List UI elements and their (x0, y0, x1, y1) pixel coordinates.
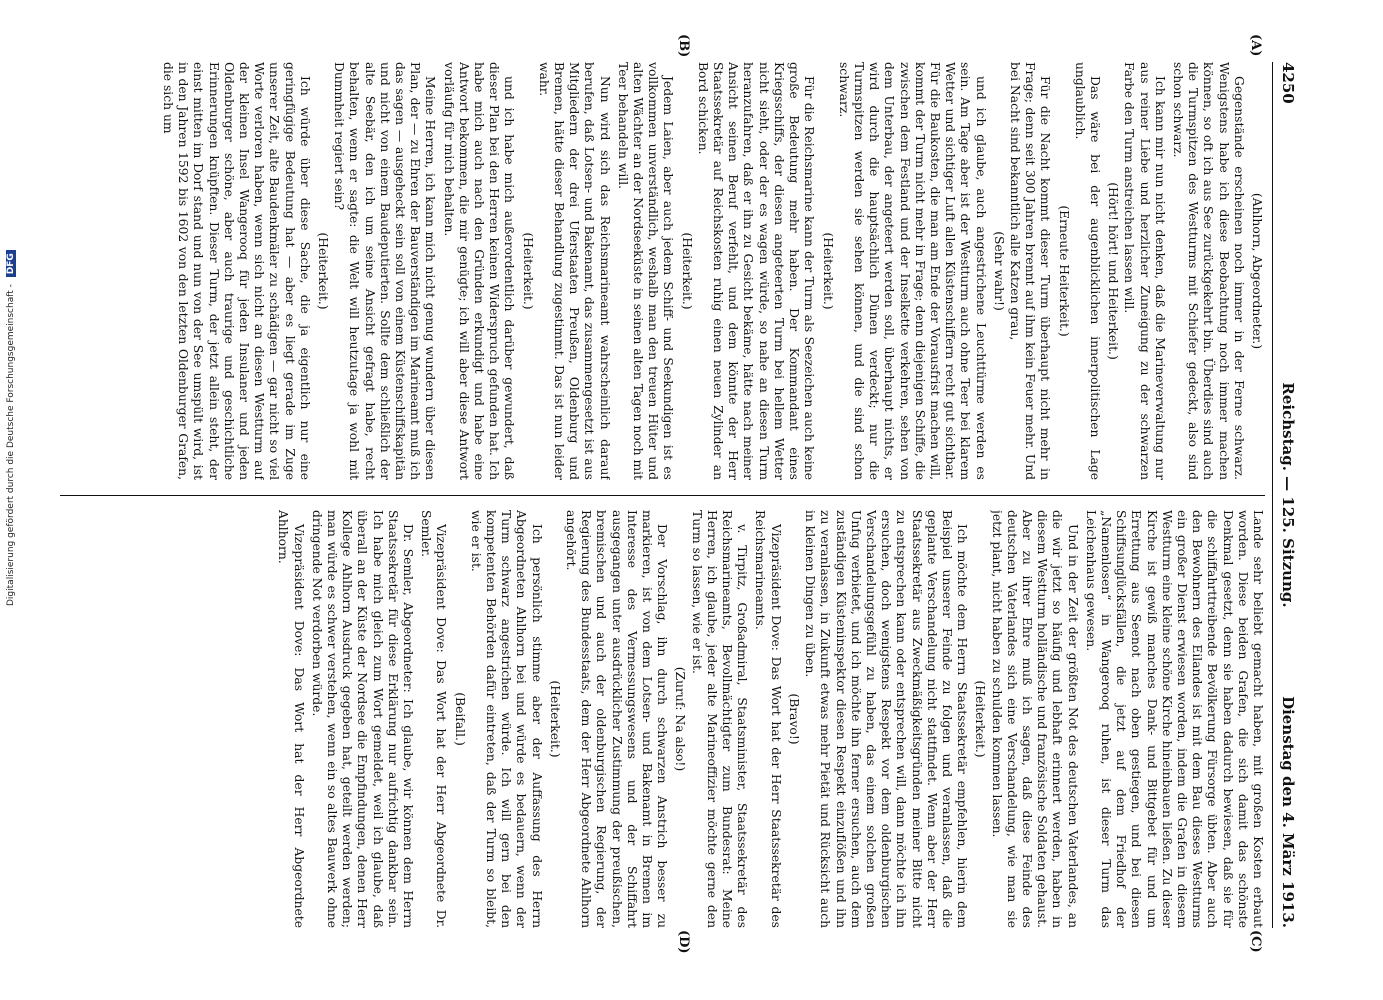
interjection: (Bravo!) (786, 693, 801, 745)
paragraph: Das wäre bei der augenblicklichen innerpolitischen Lage unglaublich. (1072, 62, 1102, 480)
paragraph: Der Vorschlag, ihn durch schwarzen Anstrich besser zu markieren, ist von dem Lotsen- und Bakenamt in Bremen im Interesse des Vermessungswesens und der Schiffahrt ausgegangen unter ausdrücklicher Zustimmung der preußischen, bremischen und auch der oldenburgischen Regierung, der Regierung des Bundesstaats, dem der Herr Abgeordnete Ahlhorn angehört. (564, 510, 670, 928)
dfg-logo: DFG (6, 250, 16, 277)
paragraph: Ich persönlich stimme aber der Auffassung des Herrn Abgeordneten Ahlhorn bei und würde es bedauern, wenn der Turm schwarz angestrichen würde. Ich will gern bei den kompetenten Behörden dafür eintreten, daß der Turm so bleibt, wie er ist. (468, 510, 544, 928)
interjection: (Ahlhorn, Abgeordneter.) (1250, 192, 1264, 350)
paragraph: Ich würde über diese Sache, die ja eigentlich nur eine geringfügige Bedeutung hat — aber es liegt gerade im Zuge unserer Zeit, alte Baudenkmäler zu schädigen — gar nicht so viel Worte verloren haben, wenn sich nicht an diesen Westturm auf der kleinen Insel Wangerooq für jeden Insulaner und jeden Oldenburger schöne, aber auch traurige und geschichtliche Erinnerungen knüpften. Dieser Turm, der jetzt allein steht, der einst mitten im Dorf stand und nun von der See umspült wird, ist in den Jahren 1592 bis 1602 von den letzten Oldenburger Grafen, die sich um (160, 62, 312, 480)
paragraph: Gegenstände erscheinen noch immer in der Ferne schwarz. Wenigstens habe ich diese Beobachtung noch immer machen können, so oft ich aus See zurückgekehrt bin. Überdies sind auch die Turmspitzen des Westturms mit Schiefer gedeckt, also sind schon schwarz. (1170, 62, 1246, 480)
footer-text: Digitalisierung gefördert durch die Deutsche Forschungsgemeinschaft - (6, 284, 16, 606)
paragraph: Ich kann mir nun nicht denken, daß die Marineverwaltung nur aus reiner Liebe und herzlicher Zuneigung zu der schwarzen Farbe den Turm anstreichen lassen will. (1122, 62, 1167, 480)
interjection: (Sehr wahr!) (991, 231, 1006, 311)
interjection: (Heiterkeit.) (316, 232, 331, 310)
interjection: (Heiterkeit.) (820, 232, 835, 310)
paragraph: Vizepräsident Dove: Das Wort hat der Herr Abgeordnete Ahlhorn. (276, 510, 306, 928)
paragraph: Nun wird sich das Reichsmarineamt wahrscheinlich darauf berufen, daß Lotsen- und Bakenamt, das zusammengesetzt ist aus Mitgliedern der drei Uferstaaten Preußen, Oldenburg und Bremen, hätte dieser Behandlung zugestimmt. Das ist nun leider wahr. (536, 62, 612, 480)
margin-mark-b: (B) (676, 34, 691, 58)
paragraph: Dr. Semler, Abgeordneter: Ich glaube, wir können dem Herrn Staatssekretär für diese Erklärung nur aufrichtig dankbar sein. Ich habe mich gleich zum Wort gemeldet, weil ich glaube, daß überall an der Küste der Nordsee die Empfindungen, denen Herr Kollege Ahlhorn Ausdruck gegeben hat, geteilt werden werden; man würde es schwer verstehen, wenn ein so altes Bauwerk ohne dringende Not verdorben würde. (309, 510, 416, 928)
paragraph: Lande sehr beliebt gemacht haben, mit großen Kosten erbaut worden. Diese beiden Grafen, die sich damit das schönste Denkmal gesetzt, denn sie haben dadurch bewiesen, daß sie für die schiffahrttreibende Bevölkerung Fürsorge übten. Aber auch den Bewohnern des Eilandes ist mit dem Bau dieses Westturms ein großer Dienst erwiesen worden, indem die Grafen in diesem Westturm eine kleine schöne Kirche hineinbauen ließen. Zu dieser Kirche ist gewiß manches Dank- und Bittgebet für und um Errettung aus Seenot nach oben gestiegen, und bei diesen Schiffsunglücksfällen, die jetzt auf dem Friedhof der „Namenlosen“ in Wangerooq ruhen, ist dieser Turm das Leichenhaus gewesen. (1083, 510, 1265, 928)
paragraph: Jedem Laien, aber auch jedem Schiff- und Seekundigen ist es vollkommen unverständlich, weshalb man den treuen Hüter und alten Wächter an der Nordseeküste in seinen alten Tagen noch mit Teer behandeln will. (615, 62, 676, 480)
column-rule (60, 495, 1265, 496)
left-column (60, 62, 1265, 480)
margin-mark-c: (C) (1248, 930, 1263, 953)
interjection: (Erneute Heiterkeit.) (1056, 205, 1071, 337)
header-date: Dienstag den 4. März 1913. (1279, 696, 1297, 928)
header-rule (1272, 62, 1273, 928)
footer-credit (6, 206, 16, 606)
interjection: (Heiterkeit.) (520, 232, 535, 310)
margin-mark-a: (A) (1248, 34, 1263, 57)
page-content (49, 34, 1299, 954)
margin-mark-d: (D) (676, 930, 691, 954)
paragraph: und ich habe mich außerordentlich darüber gewundert, daß dieser Plan bei den Herren keinen Widerspruch gefunden hat. Ich habe mich auch nach den Gründen erkundigt und habe eine Antwort bekommen, die mir genügte; ich will aber diese Antwort vorläufig für mich behalten. (441, 62, 517, 480)
right-column (60, 510, 1265, 928)
interjection: (Heiterkeit.) (547, 680, 562, 758)
paragraph: Meine Herren, ich kann mich nicht genug wundern über diesen Plan, der — zu Ehren der Bauverständigen im Marineamt muß ich das sagen — ausgeheckt sein soll von einem Küstenschiffskapitän und nicht von einem Baudeputierten. Sollte dem schließlich der alte Seebär, den ich um seine Ansicht gefragt habe, recht behalten, wenn er sagte: die Welt will heutzutage ja wohl mit Dummheit regiert sein? (332, 62, 438, 480)
page-number: 4250 (1279, 62, 1297, 104)
interjection: (Beifall.) (452, 692, 467, 746)
paragraph: Für die Reichsmarine kann der Turm als Seezeichen auch keine große Bedeutung mehr haben. Der Kommandant eines Kriegsschiffs, der diesen angeteerten Turm bei hellem Wetter nicht sieht, oder der es wagen würde, so nahe an diesen Turm heranzufahren, daß er ihn zu Gesicht bekäme, hätte nach meiner Ansicht seinen Beruf verfehlt, und dem könnte der Herr Staatssekretär auf Reichskosten ruhig einen neuen Zylinder an Bord schicken. (695, 62, 817, 480)
page-header (1275, 62, 1299, 928)
paragraph: v. Tirpitz, Großadmiral, Staatsminister, Staatssekretär des Reichsmarineamts, Bevollmächtigter zum Bundesrat: Meine Herren, ich glaube, jeder alte Marineoffizier möchte gerne den Turm so lassen, wie er ist. (689, 510, 750, 928)
paragraph: Und in der Zeit der größten Not des deutschen Vaterlandes, an die wir jetzt so häufig und lebhaft erinnert werden, haben in diesem Westturm holländische und französische Soldaten gehaust. Aber zu ihrer Ehre muß ich sagen, daß diese Feinde des deutschen Vaterlandes sich eine Verschandelung, wie man sie jetzt plant, nicht haben zu schulden kommen lassen. (989, 510, 1080, 928)
interjection: (Heiterkeit.) (973, 680, 988, 758)
paragraph: Vizepräsident Dove: Das Wort hat der Herr Abgeordnete Dr. Semler. (419, 510, 449, 928)
interjection: (Zuruf: Na also!) (673, 666, 688, 772)
interjection: (Hört! hört! und Heiterkeit.) (1106, 182, 1121, 360)
paragraph: und ich glaube, auch angestrichene Leuchttürme werden es sein. Am Tage aber ist der Westturm auch ohne Teer bei klarem Wetter und sichtiger Luft allen Küstenschiffern recht gut sichtbar. Für die Baukosten, die man am Ende der Vorausfrist machen will, kommt der Turm nicht mehr in Frage; denn diejenigen Schiffe, die zwischen dem Festland und der Inselkette verkehren, sehen von dem Unterbau, der angeteert werden soll, überhaupt nichts, er wird durch die hauptsächlich Dünen verdeckt; nur die Turmspitzen werden sie sehen können, und die sind schon schwarz. (836, 62, 988, 480)
paragraph: Für die Nacht kommt dieser Turm überhaupt nicht mehr in Frage; denn seit 300 Jahren brennt auf ihm kein Feuer mehr. Und bei Nacht sind bekanntlich alle Katzen grau, (1007, 62, 1053, 480)
header-title: Reichstag. — 125. Sitzung. (1279, 382, 1297, 608)
paragraph: Vizepräsident Dove: Das Wort hat der Herr Staatssekretär des Reichsmarineamts. (753, 510, 783, 928)
paragraph: Ich möchte dem Herrn Staatssekretär empfehlen, hierin dem Beispiel unserer Feinde zu folgen und veranlassen, daß die geplante Verschandelung nicht stattfindet. Wenn aber der Herr Staatssekretär aus Zweckmäßigkeitsgründen meiner Bitte nicht zu entsprechen kann oder entsprechen will, dann möchte ich ihn ersuchen, doch wenigstens Respekt vor dem oldenburgischen Verschandelungsgefühl zu haben, das einem solchen großen Unfug verbietet, und ich möchte ihn ferner ersuchen, auch dem zuständigen Küsteninspektor diesen Respekt einzuflößen und ihn zu veranlassen, in Zukunft etwas mehr Pietät und Rücksicht auch in kleinen Dingen zu üben. (803, 510, 970, 928)
interjection: (Heiterkeit.) (679, 232, 694, 310)
